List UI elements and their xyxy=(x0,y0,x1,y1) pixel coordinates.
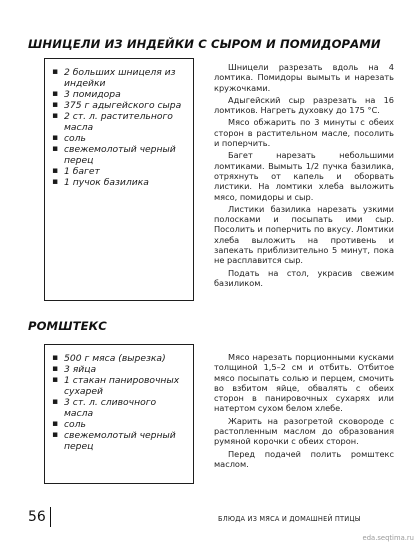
instructions xyxy=(214,62,394,290)
ingredient-item: ▪ 1 пучок базилика xyxy=(51,177,187,188)
instruction-paragraph: Шницели разрезать вдоль на 4 ломтика. Помидоры вымыть и нарезать кружочками. xyxy=(214,62,394,93)
ingredient-item: ▪ 2 ст. л. растительного масла xyxy=(51,111,187,133)
instruction-paragraph: Адыгейский сыр разрезать на 16 ломтиков. Нагреть духовку до 175 °С. xyxy=(214,94,394,116)
recipe-title: РОМШТЕКС xyxy=(28,319,107,333)
ingredient-item: ▪ свежемолотый черный перец xyxy=(51,430,187,452)
ingredients-box xyxy=(44,58,194,301)
ingredients-list xyxy=(51,353,187,452)
ingredient-item: ▪ 1 стакан панировочных сухарей xyxy=(51,375,187,397)
running-title: БЛЮДА ИЗ МЯСА И ДОМАШНЕЙ ПТИЦЫ xyxy=(218,515,361,523)
instruction-paragraph: Мясо обжарить по 3 минуты с обеих сторон в растительном масле, посолить и поперчить. xyxy=(214,117,394,149)
recipe-title: ШНИЦЕЛИ ИЗ ИНДЕЙКИ С СЫРОМ И ПОМИДОРАМИ xyxy=(28,37,381,51)
ingredients-list xyxy=(51,67,187,188)
ingredient-item: ▪ 1 багет xyxy=(51,166,187,177)
watermark: eda.seqtima.ru xyxy=(362,534,414,542)
ingredient-item: ▪ свежемолотый черный перец xyxy=(51,144,187,166)
ingredient-item: ▪ 375 г адыгейского сыра xyxy=(51,100,187,111)
instruction-paragraph: Мясо нарезать порционными кусками толщиной 1,5–2 см и отбить. Отбитое мясо посыпать солью и перцем, смочить во взбитом яйце, обвалять с обеих сторон в панировочных сухарях или натертом сухом белом хлебе. xyxy=(214,352,394,414)
instruction-paragraph: Листики базилика нарезать узкими полосками и посыпать ими сыр. Посолить и поперчить по вкусу. Ломтики хлеба выложить на противень и запекать приблизительно 5 минут, пока не расплавится сыр. xyxy=(214,203,394,266)
ingredient-item: ▪ соль xyxy=(51,133,187,144)
ingredient-item: ▪ 500 г мяса (вырезка) xyxy=(51,353,187,364)
ingredient-item: ▪ соль xyxy=(51,419,187,430)
instruction-paragraph: Подать на стол, украсив свежим базиликом. xyxy=(214,267,394,288)
ingredients-box xyxy=(44,344,194,484)
ingredient-item: ▪ 2 больших шницеля из индейки xyxy=(51,67,187,89)
instruction-paragraph: Перед подачей полить ромштекс маслом. xyxy=(214,448,394,469)
instruction-paragraph: Багет нарезать небольшими ломтиками. Вымыть 1/2 пучка базилика, отряхнуть от капель и оборвать листики. На ломтики хлеба выложить мясо, помидоры и сыр. xyxy=(214,150,394,202)
ingredient-item: ▪ 3 яйца xyxy=(51,364,187,375)
page-number: 56 xyxy=(28,509,46,525)
instructions xyxy=(214,352,394,471)
instruction-paragraph: Жарить на разогретой сковороде с растопленным маслом до образования румяной корочки с обеих сторон. xyxy=(214,415,394,447)
ingredient-item: ▪ 3 ст. л. сливочного масла xyxy=(51,397,187,419)
ingredient-item: ▪ 3 помидора xyxy=(51,89,187,100)
footer-divider xyxy=(50,507,51,527)
